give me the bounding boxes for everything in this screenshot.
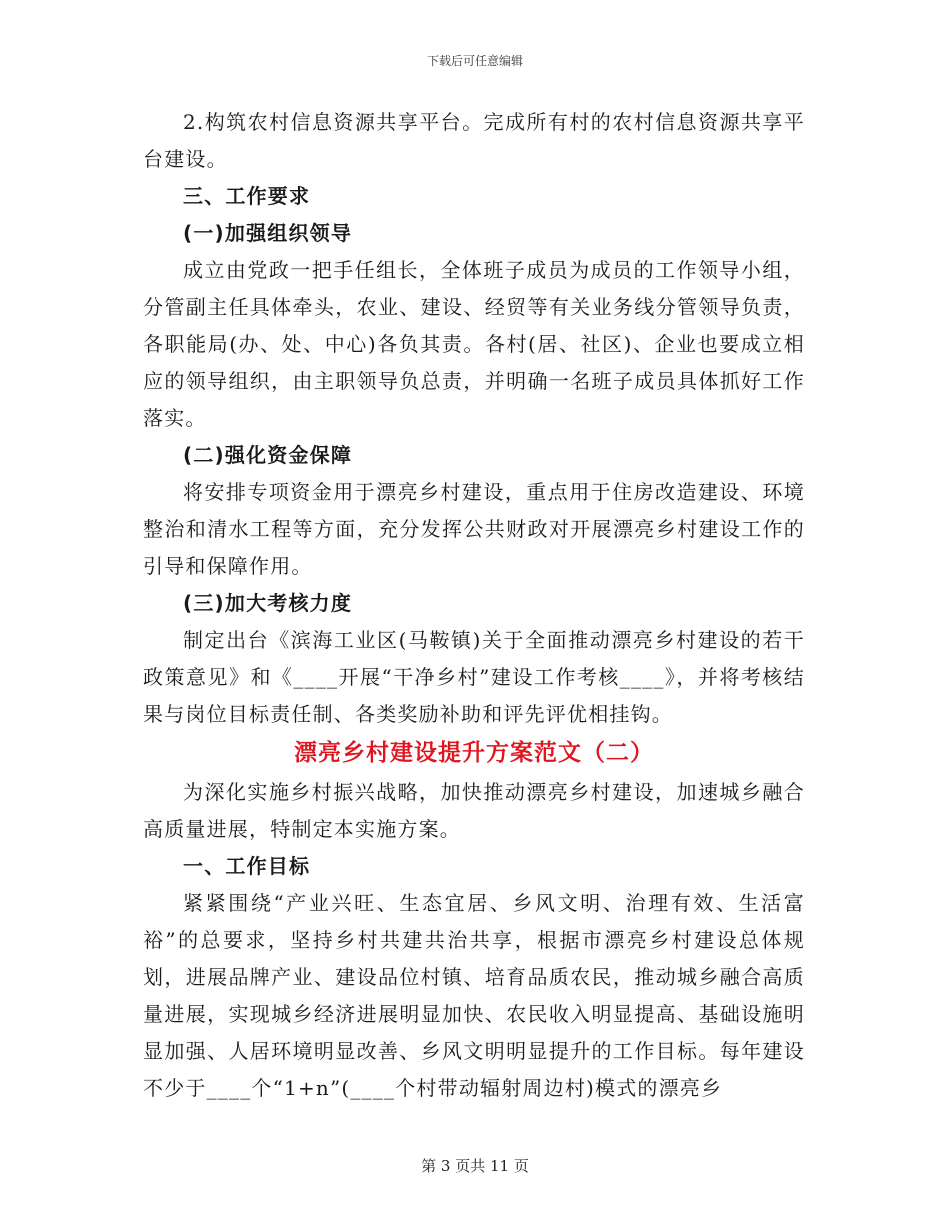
page-footer: 第 3 页共 11 页	[421, 1157, 529, 1175]
paragraph: 紧紧围绕“产业兴旺、生态宜居、乡风文明、治理有效、生活富裕”的总要求，坚持乡村共建共治共享，根据市漂亮乡村建设总体规划，进展品牌产业、建设品位村镇、培育品质农民，推动城乡融合高质量进展，实现城乡经济进展明显加快、农民收入明显提高、基础设施明显加强、人居环境明显改善、乡风文明明显提升的工作目标。每年建设不少于____个“1+n”(____个村带动辐射周边村)模式的漂亮乡	[143, 891, 805, 1100]
section-heading: 三、工作要求	[183, 184, 311, 208]
section-heading: (二)强化资金保障	[183, 443, 353, 467]
document-body	[143, 104, 805, 1107]
paragraph: 将安排专项资金用于漂亮乡村建设，重点用于住房改造建设、环境整治和清水工程等方面，充分发挥公共财政对开展漂亮乡村建设工作的引导和保障作用。	[143, 480, 805, 578]
paragraph: 成立由党政一把手任组长，全体班子成员为成员的工作领导小组，分管副主任具体牵头，农业、建设、经贸等有关业务线分管领导负责，各职能局(办、处、中心)各负其责。各村(居、社区)、企业也要成立相应的领导组织，由主职领导负总责，并明确一名班子成员具体抓好工作落实。	[143, 258, 805, 430]
paragraph: 2.构筑农村信息资源共享平台。完成所有村的农村信息资源共享平台建设。	[143, 110, 805, 171]
section-a	[143, 104, 805, 733]
paragraph: 为深化实施乡村振兴战略，加快推动漂亮乡村建设，加速城乡融合高质量进展，特制定本实施方案。	[143, 780, 805, 841]
paragraph: 制定出台《滨海工业区(马鞍镇)关于全面推动漂亮乡村建设的若干政策意见》和《____开展“干净乡村”建设工作考核____》，并将考核结果与岗位目标责任制、各类奖励补助和评先评优相挂钩。	[143, 628, 805, 726]
section-heading: (三)加大考核力度	[183, 591, 353, 615]
section-title: 漂亮乡村建设提升方案范文（二）	[294, 740, 654, 766]
header-note: 下载后可任意编辑	[426, 54, 523, 68]
section-b	[143, 774, 805, 1107]
section-heading: (一)加强组织领导	[183, 221, 353, 245]
section-heading: 一、工作目标	[183, 854, 311, 878]
